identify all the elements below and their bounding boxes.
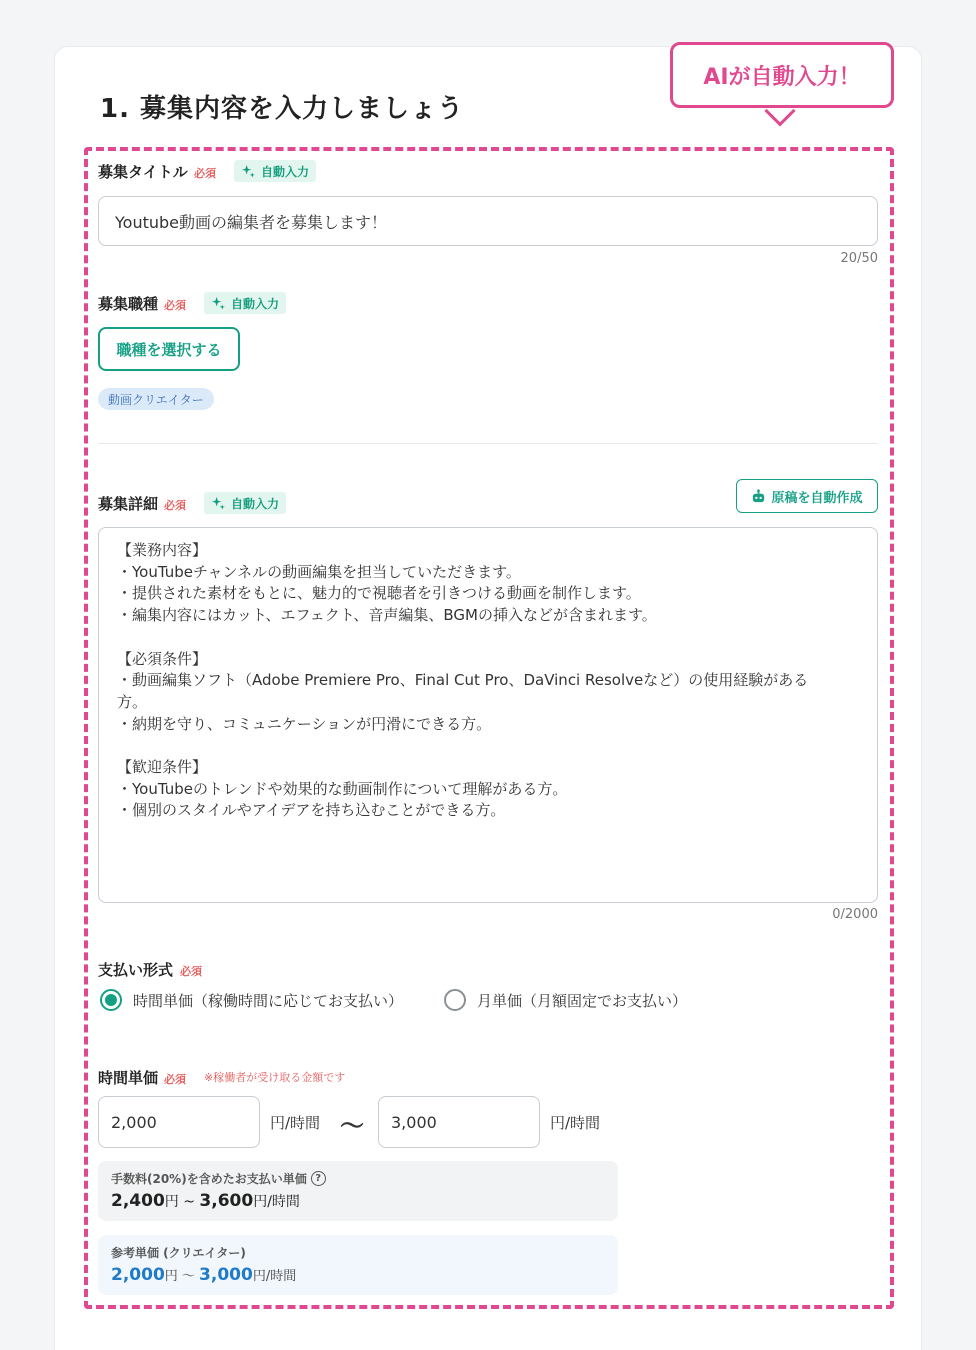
reference-rate-title: 参考単価 (クリエイター) xyxy=(111,1246,246,1260)
required-mark: 必須 xyxy=(194,167,216,180)
hourly-max-value: 3,000 xyxy=(391,1112,437,1132)
job-type-label: 募集職種 xyxy=(98,295,159,313)
ref-separator: 円 〜 xyxy=(164,1269,200,1284)
detail-line: 【歓迎条件】 xyxy=(117,758,208,776)
fee-summary-rate xyxy=(111,1191,300,1211)
job-title-value: Youtube動画の編集者を募集します！ xyxy=(115,212,387,232)
hourly-max-unit: 円/時間 xyxy=(550,1114,601,1132)
hourly-min-value: 2,000 xyxy=(111,1112,157,1132)
auto-input-label: 自動入力 xyxy=(231,496,280,511)
detail-line: 【業務内容】 xyxy=(117,541,208,559)
fee-max: 3,600 xyxy=(199,1191,254,1211)
auto-input-label: 自動入力 xyxy=(231,296,280,311)
fee-separator: 円 ~ xyxy=(164,1194,200,1210)
auto-input-badge xyxy=(204,492,286,514)
detail-line: ・編集内容にはカット、エフェクト、音声編集、BGMの挿入などが含まれます。 xyxy=(117,606,657,625)
sparkle-icon xyxy=(211,496,226,511)
selected-job-type-tag: 動画クリエイター xyxy=(98,388,214,410)
ai-callout: AIが自動入力！ xyxy=(670,42,894,108)
radio-hourly[interactable] xyxy=(100,989,122,1011)
radio-monthly-label[interactable]: 月単価（月額固定でお支払い） xyxy=(477,992,688,1010)
ref-unit: 円/時間 xyxy=(252,1269,297,1284)
required-mark: 必須 xyxy=(164,1073,186,1086)
sparkle-icon xyxy=(211,296,226,311)
range-tilde: 〜 xyxy=(340,1112,364,1140)
page-title: 1. 募集内容を入力しましょう xyxy=(100,94,465,124)
auto-input-label: 自動入力 xyxy=(261,164,310,179)
section-divider xyxy=(98,443,878,444)
hourly-rate-note: ※稼働者が受け取る金額です xyxy=(204,1071,346,1084)
fee-unit: 円/時間 xyxy=(253,1194,300,1210)
job-detail-counter: 0/2000 xyxy=(832,907,878,922)
auto-draft-button[interactable] xyxy=(736,479,878,513)
ref-max: 3,000 xyxy=(199,1265,253,1285)
auto-input-badge xyxy=(234,160,316,182)
detail-line: 方。 xyxy=(117,692,148,711)
detail-line: ・YouTubeチャンネルの動画編集を担当していただきます。 xyxy=(117,562,521,581)
detail-line: ・提供された素材をもとに、魅力的で視聴者を引きつける動画を制作します。 xyxy=(117,584,641,603)
detail-line: ・動画編集ソフト（Adobe Premiere Pro、Final Cut Pro、DaVinci Resolveなど）の使用経験がある xyxy=(117,671,809,690)
select-job-type-button[interactable]: 職種を選択する xyxy=(98,327,240,371)
auto-input-badge xyxy=(204,292,286,314)
job-detail-textarea[interactable] xyxy=(98,527,878,903)
required-mark: 必須 xyxy=(180,965,202,978)
job-detail-label: 募集詳細 xyxy=(98,495,159,513)
job-title-input[interactable] xyxy=(98,196,878,246)
payment-type-label: 支払い形式 xyxy=(98,961,174,979)
reference-rate xyxy=(111,1265,296,1285)
fee-min: 2,400 xyxy=(111,1191,165,1211)
radio-monthly[interactable] xyxy=(444,989,466,1011)
detail-line xyxy=(117,627,859,649)
detail-line: ・YouTubeのトレンドや効果的な動画制作について理解がある方。 xyxy=(117,779,568,798)
detail-line: 【必須条件】 xyxy=(117,649,208,668)
required-mark: 必須 xyxy=(164,299,186,312)
job-title-counter: 20/50 xyxy=(840,251,878,266)
detail-line xyxy=(117,735,859,757)
radio-hourly-label[interactable]: 時間単価（稼働時間に応じてお支払い） xyxy=(133,992,404,1010)
auto-draft-label: 原稿を自動作成 xyxy=(771,490,863,506)
hourly-min-unit: 円/時間 xyxy=(270,1114,321,1132)
detail-line: ・個別のスタイルやアイデアを持ち込むことができる方。 xyxy=(117,801,506,820)
fee-summary-title xyxy=(111,1170,326,1187)
robot-icon xyxy=(751,489,766,504)
hourly-min-input[interactable] xyxy=(98,1096,260,1148)
fee-summary-title-text: 手数料(20%)を含めたお支払い単価 xyxy=(111,1172,307,1186)
hourly-rate-label: 時間単価 xyxy=(98,1069,159,1087)
job-title-label: 募集タイトル xyxy=(98,163,188,181)
ref-min: 2,000 xyxy=(111,1265,165,1285)
required-mark: 必須 xyxy=(164,499,186,512)
sparkle-icon xyxy=(241,164,256,179)
help-icon[interactable]: ? xyxy=(311,1171,326,1186)
detail-line: ・納期を守り、コミュニケーションが円滑にできる方。 xyxy=(117,714,492,733)
hourly-max-input[interactable] xyxy=(378,1096,540,1148)
